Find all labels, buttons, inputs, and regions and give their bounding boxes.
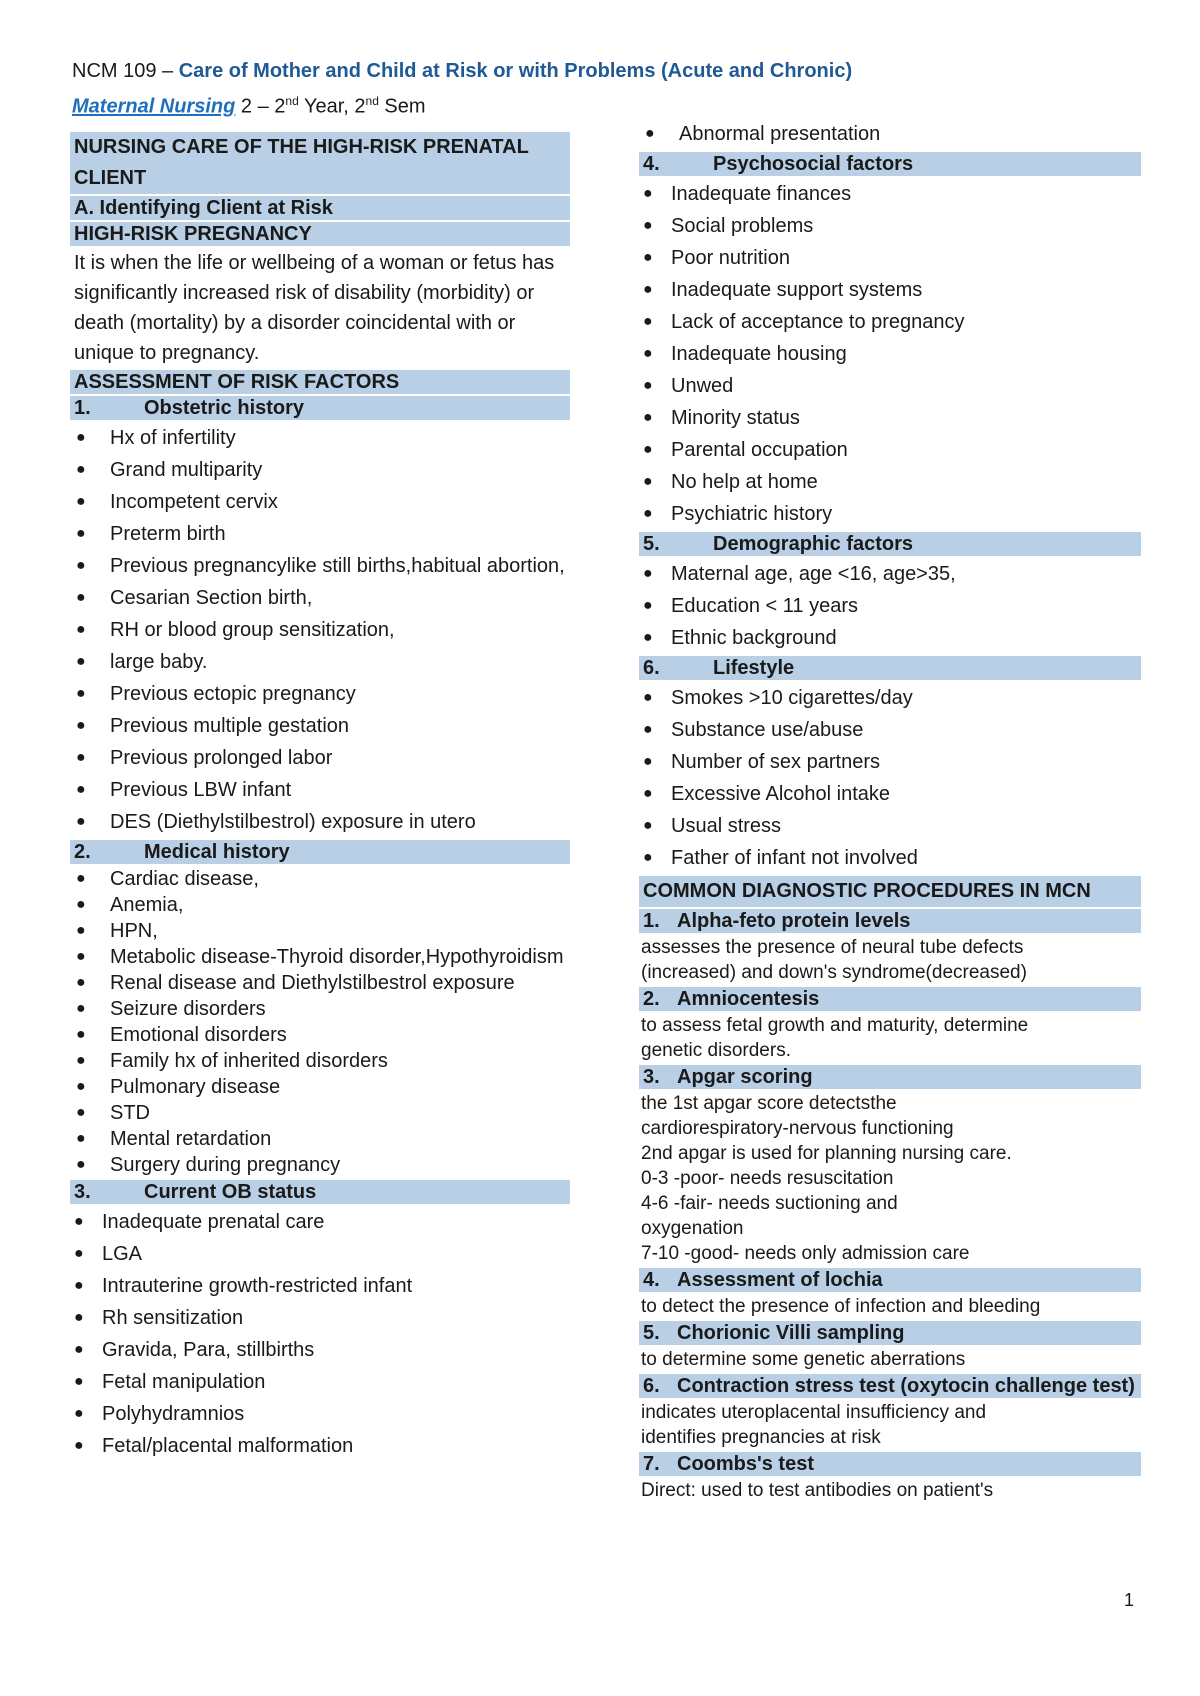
section-number: 1.: [74, 397, 91, 419]
list-item: [639, 714, 1141, 746]
bullet-icon: ●: [645, 125, 655, 142]
main-title: NURSING CARE OF THE HIGH-RISK PRENATAL CLIENT: [70, 132, 570, 194]
diagnostic-procedures-heading: COMMON DIAGNOSTIC PROCEDURES IN MCN: [639, 876, 1141, 907]
list-item: [639, 558, 1141, 590]
list-item-text: Cesarian Section birth,: [110, 587, 313, 609]
list-item-text: Intrauterine growth-restricted infant: [102, 1275, 413, 1297]
bullet-icon: ●: [76, 1078, 86, 1095]
list-item-text: Psychiatric history: [671, 503, 833, 525]
section-number: 5.: [643, 533, 660, 555]
list-item-text: Rh sensitization: [102, 1307, 244, 1329]
list-item-text: Abnormal presentation: [679, 123, 881, 145]
bullet-icon: ●: [643, 281, 653, 298]
list-item-text: Education < 11 years: [671, 595, 858, 617]
bullet-icon: ●: [76, 781, 86, 798]
bullet-icon: ●: [74, 1341, 84, 1358]
subject-line: [72, 86, 852, 122]
list-item-text: Poor nutrition: [671, 247, 790, 269]
list-item-text: Renal disease and Diethylstilbestrol exposure: [110, 972, 515, 994]
bullet-icon: ●: [643, 441, 653, 458]
list-item-text: Preterm birth: [110, 523, 226, 545]
year-text: 2 – 2: [235, 95, 286, 118]
bullet-icon: ●: [74, 1373, 84, 1390]
list-item: [70, 486, 570, 518]
list-item: [639, 306, 1141, 338]
procedure-text: indicates uteroplacental insufficiency and: [641, 1402, 987, 1423]
list-item: [70, 710, 570, 742]
bullet-icon: ●: [76, 896, 86, 913]
list-item: [70, 1152, 570, 1178]
list-item: [70, 1430, 570, 1462]
list-item-text: Unwed: [671, 375, 734, 397]
list-item-text: Previous prolonged labor: [110, 747, 333, 769]
procedure-heading: [639, 1452, 1141, 1476]
list-item-text: Inadequate support systems: [671, 279, 923, 301]
list-item-text: Polyhydramnios: [102, 1403, 245, 1425]
procedure-text: 0-3 -poor- needs resuscitation: [641, 1168, 894, 1189]
demographic-list: [639, 558, 1141, 654]
bullet-icon: ●: [76, 813, 86, 830]
list-item: [639, 370, 1141, 402]
year-sup: nd: [285, 94, 299, 108]
bullet-icon: ●: [643, 849, 653, 866]
list-item: [70, 742, 570, 774]
subject-link[interactable]: Maternal Nursing: [72, 95, 236, 118]
bullet-icon: ●: [76, 870, 86, 887]
bullet-icon: ●: [76, 461, 86, 478]
list-item: [70, 1302, 570, 1334]
list-item: [70, 1022, 570, 1048]
procedure-heading: [639, 909, 1141, 933]
list-item: [70, 1126, 570, 1152]
procedure-text: 4-6 -fair- needs suctioning and: [641, 1193, 898, 1214]
bullet-icon: ●: [76, 948, 86, 965]
list-item-text: Previous pregnancylike still births,habitual abortion,: [110, 555, 565, 577]
bullet-icon: ●: [76, 621, 86, 638]
list-item-text: DES (Diethylstilbestrol) exposure in utero: [110, 811, 476, 833]
list-item: [639, 242, 1141, 274]
procedure-title: Alpha-feto protein levels: [677, 910, 911, 932]
bullet-icon: ●: [76, 653, 86, 670]
list-item: [70, 1048, 570, 1074]
bullet-icon: ●: [76, 1156, 86, 1173]
list-item: [639, 274, 1141, 306]
bullet-icon: ●: [76, 1052, 86, 1069]
psychosocial-list: [639, 178, 1141, 530]
list-item-text: Usual stress: [671, 815, 782, 837]
sem-sup: nd: [365, 94, 379, 108]
bullet-icon: ●: [643, 377, 653, 394]
procedure-title: Coombs's test: [677, 1453, 815, 1475]
psychosocial-heading: [639, 152, 1141, 176]
list-item-text: Metabolic disease-Thyroid disorder,Hypothyroidism: [110, 946, 564, 968]
procedure-heading: [639, 1268, 1141, 1292]
procedure-heading: [639, 1374, 1141, 1398]
list-item: [70, 582, 570, 614]
procedure-text: Direct: used to test antibodies on patient's: [641, 1480, 994, 1501]
list-item-text: Maternal age, age <16, age>35,: [671, 563, 956, 585]
procedure-title: Amniocentesis: [677, 988, 820, 1010]
procedure-text: identifies pregnancies at risk: [641, 1427, 881, 1448]
list-item-text: Inadequate prenatal care: [102, 1211, 325, 1233]
list-item-text: Previous ectopic pregnancy: [110, 683, 356, 705]
list-item-text: Fetal/placental malformation: [102, 1435, 354, 1457]
list-item-text: Ethnic background: [671, 627, 837, 649]
bullet-icon: ●: [76, 589, 86, 606]
list-item-text: large baby.: [110, 651, 208, 673]
current-ob-list: [70, 1206, 570, 1462]
list-item-text: Substance use/abuse: [671, 719, 864, 741]
procedure-number: 2.: [643, 988, 660, 1010]
list-item-text: Previous LBW infant: [110, 779, 292, 801]
bullet-icon: ●: [76, 1000, 86, 1017]
bullet-icon: ●: [643, 689, 653, 706]
sem-text: Sem: [378, 95, 426, 118]
list-item-text: Hx of infertility: [110, 427, 236, 449]
list-item: [70, 678, 570, 710]
procedure-title: Apgar scoring: [677, 1066, 813, 1088]
list-item: [639, 810, 1141, 842]
list-item-text: Surgery during pregnancy: [110, 1154, 341, 1176]
bullet-icon: ●: [643, 597, 653, 614]
list-item: [639, 434, 1141, 466]
list-item-text: Lack of acceptance to pregnancy: [671, 311, 965, 333]
bullet-icon: ●: [74, 1245, 84, 1262]
list-item: [639, 842, 1141, 874]
bullet-icon: ●: [74, 1277, 84, 1294]
list-item: [70, 646, 570, 678]
procedure-number: 6.: [643, 1375, 660, 1397]
list-item: [639, 402, 1141, 434]
list-item-text: HPN,: [110, 920, 158, 942]
procedures-list: [639, 909, 1141, 1503]
procedure-title: Chorionic Villi sampling: [677, 1322, 905, 1344]
list-item: [70, 1238, 570, 1270]
list-item: [70, 1100, 570, 1126]
bullet-icon: ●: [76, 922, 86, 939]
bullet-icon: ●: [74, 1213, 84, 1230]
lifestyle-list: [639, 682, 1141, 874]
page-number: 1: [1124, 1590, 1135, 1610]
left-column: [70, 130, 570, 1462]
section-title: Obstetric history: [144, 397, 305, 419]
list-item: [639, 178, 1141, 210]
list-item-text: No help at home: [671, 471, 818, 493]
bullet-icon: ●: [76, 685, 86, 702]
list-item: [639, 622, 1141, 654]
list-item-text: Cardiac disease,: [110, 868, 259, 890]
list-item: [70, 1334, 570, 1366]
bullet-icon: ●: [76, 1130, 86, 1147]
obstetric-history-heading: [70, 396, 570, 420]
page-header: [72, 56, 852, 122]
demographic-heading: [639, 532, 1141, 556]
list-item: [639, 466, 1141, 498]
bullet-icon: ●: [643, 217, 653, 234]
right-column: [639, 118, 1141, 1503]
identifying-client-heading: A. Identifying Client at Risk: [70, 196, 570, 220]
list-item-text: Seizure disorders: [110, 998, 266, 1020]
bullet-icon: ●: [643, 817, 653, 834]
bullet-icon: ●: [76, 429, 86, 446]
bullet-icon: ●: [76, 557, 86, 574]
procedure-text: to assess fetal growth and maturity, determine: [641, 1015, 1029, 1036]
list-item-text: Mental retardation: [110, 1128, 272, 1150]
section-title: Medical history: [144, 841, 290, 863]
procedure-text: oxygenation: [641, 1218, 744, 1239]
list-item-text: Minority status: [671, 407, 800, 429]
bullet-icon: ●: [643, 505, 653, 522]
procedure-number: 4.: [643, 1269, 660, 1291]
list-item: [639, 498, 1141, 530]
list-item-text: Social problems: [671, 215, 814, 237]
bullet-icon: ●: [76, 493, 86, 510]
procedure-title: Assessment of lochia: [677, 1269, 883, 1291]
list-item-text: Father of infant not involved: [671, 847, 918, 869]
list-item-text: Number of sex partners: [671, 751, 880, 773]
procedure-text: the 1st apgar score detectsthe: [641, 1093, 897, 1114]
course-line: [72, 56, 852, 86]
bullet-icon: ●: [643, 565, 653, 582]
list-item-text: Excessive Alcohol intake: [671, 783, 891, 805]
procedure-text: (increased) and down's syndrome(decreased): [641, 962, 1027, 983]
procedure-heading: [639, 987, 1141, 1011]
bullet-icon: ●: [643, 185, 653, 202]
procedure-text: to detect the presence of infection and bleeding: [641, 1296, 1041, 1317]
bullet-icon: ●: [643, 313, 653, 330]
bullet-icon: ●: [643, 473, 653, 490]
list-item: [70, 554, 570, 578]
list-item: [70, 944, 570, 970]
list-item: [639, 778, 1141, 810]
list-item: [70, 918, 570, 944]
bullet-icon: ●: [76, 974, 86, 991]
list-item: [639, 210, 1141, 242]
medical-history-list: [70, 866, 570, 1178]
list-item: [70, 454, 570, 486]
list-item: [639, 682, 1141, 714]
section-title: Current OB status: [144, 1181, 317, 1203]
procedure-text: 2nd apgar is used for planning nursing care.: [641, 1143, 1012, 1164]
list-item: [70, 866, 570, 892]
section-title: Demographic factors: [713, 533, 914, 555]
list-item: [70, 614, 570, 646]
course-code: NCM 109 –: [72, 60, 179, 82]
list-item: [70, 1366, 570, 1398]
procedure-title: Contraction stress test (oxytocin challenge test): [677, 1375, 1135, 1397]
obstetric-history-list: [70, 422, 570, 838]
procedure-number: 5.: [643, 1322, 660, 1344]
list-item-text: Inadequate finances: [671, 183, 852, 205]
procedure-number: 3.: [643, 1066, 660, 1088]
list-item: [70, 1206, 570, 1238]
bullet-icon: ●: [76, 749, 86, 766]
list-item: [70, 1270, 570, 1302]
list-item: [70, 774, 570, 806]
procedure-text: to determine some genetic aberrations: [641, 1349, 966, 1370]
procedure-heading: [639, 1065, 1141, 1089]
procedure-heading: [639, 1321, 1141, 1345]
procedure-text: cardiorespiratory-nervous functioning: [641, 1118, 954, 1139]
list-item: [70, 996, 570, 1022]
procedure-text: genetic disorders.: [641, 1040, 791, 1061]
procedure-text: 7-10 -good- needs only admission care: [641, 1243, 970, 1264]
lifestyle-heading: [639, 656, 1141, 680]
bullet-icon: ●: [643, 249, 653, 266]
list-item: [70, 422, 570, 454]
procedure-number: 7.: [643, 1453, 660, 1475]
bullet-icon: ●: [643, 785, 653, 802]
list-item: [70, 806, 570, 838]
carry-over-list: [639, 118, 1141, 150]
list-item: [639, 590, 1141, 622]
definition-paragraph: It is when the life or wellbeing of a woman or fetus has significantly increased risk of disability (morbidity) or death (mortality) by a disorder coincidental with or unique to pregnancy.: [74, 252, 555, 364]
section-number: 4.: [643, 153, 660, 175]
list-item-text: Anemia,: [110, 894, 184, 916]
section-number: 2.: [74, 841, 91, 863]
assessment-heading: ASSESSMENT OF RISK FACTORS: [70, 370, 570, 394]
bullet-icon: ●: [76, 525, 86, 542]
list-item-text: LGA: [102, 1243, 143, 1265]
bullet-icon: ●: [643, 753, 653, 770]
list-item-text: Fetal manipulation: [102, 1371, 266, 1393]
list-item: [70, 1074, 570, 1100]
list-item: [70, 518, 570, 550]
list-item: [70, 892, 570, 918]
bullet-icon: ●: [76, 1026, 86, 1043]
section-title: Lifestyle: [713, 657, 795, 679]
list-item-text: Gravida, Para, stillbirths: [102, 1339, 315, 1361]
procedure-text: assesses the presence of neural tube defects: [641, 937, 1024, 958]
bullet-icon: ●: [74, 1309, 84, 1326]
course-title: Care of Mother and Child at Risk or with Problems (Acute and Chronic): [178, 60, 853, 82]
list-item-text: Smokes >10 cigarettes/day: [671, 687, 913, 709]
list-item: [70, 1398, 570, 1430]
list-item: [639, 338, 1141, 370]
bullet-icon: ●: [643, 345, 653, 362]
list-item-text: Family hx of inherited disorders: [110, 1050, 388, 1072]
list-item: [639, 118, 1141, 150]
list-item-text: Pulmonary disease: [110, 1076, 281, 1098]
current-ob-heading: [70, 1180, 570, 1204]
year-mid: Year, 2: [298, 95, 366, 118]
list-item-text: Parental occupation: [671, 439, 848, 461]
bullet-icon: ●: [643, 629, 653, 646]
procedure-number: 1.: [643, 910, 660, 932]
list-item-text: Previous multiple gestation: [110, 715, 350, 737]
medical-history-heading: [70, 840, 570, 864]
section-title: Psychosocial factors: [713, 153, 914, 175]
list-item-text: RH or blood group sensitization,: [110, 619, 395, 641]
bullet-icon: ●: [76, 717, 86, 734]
list-item: [639, 746, 1141, 778]
section-number: 3.: [74, 1181, 91, 1203]
list-item-text: Incompetent cervix: [110, 491, 278, 513]
high-risk-pregnancy-heading: HIGH-RISK PREGNANCY: [70, 222, 570, 246]
list-item-text: STD: [110, 1102, 150, 1124]
list-item-text: Grand multiparity: [110, 459, 263, 481]
section-number: 6.: [643, 657, 660, 679]
bullet-icon: ●: [74, 1405, 84, 1422]
list-item-text: Inadequate housing: [671, 343, 847, 365]
bullet-icon: ●: [76, 1104, 86, 1121]
bullet-icon: ●: [74, 1437, 84, 1454]
bullet-icon: ●: [643, 409, 653, 426]
list-item: [70, 970, 570, 996]
bullet-icon: ●: [643, 721, 653, 738]
list-item-text: Emotional disorders: [110, 1024, 287, 1046]
